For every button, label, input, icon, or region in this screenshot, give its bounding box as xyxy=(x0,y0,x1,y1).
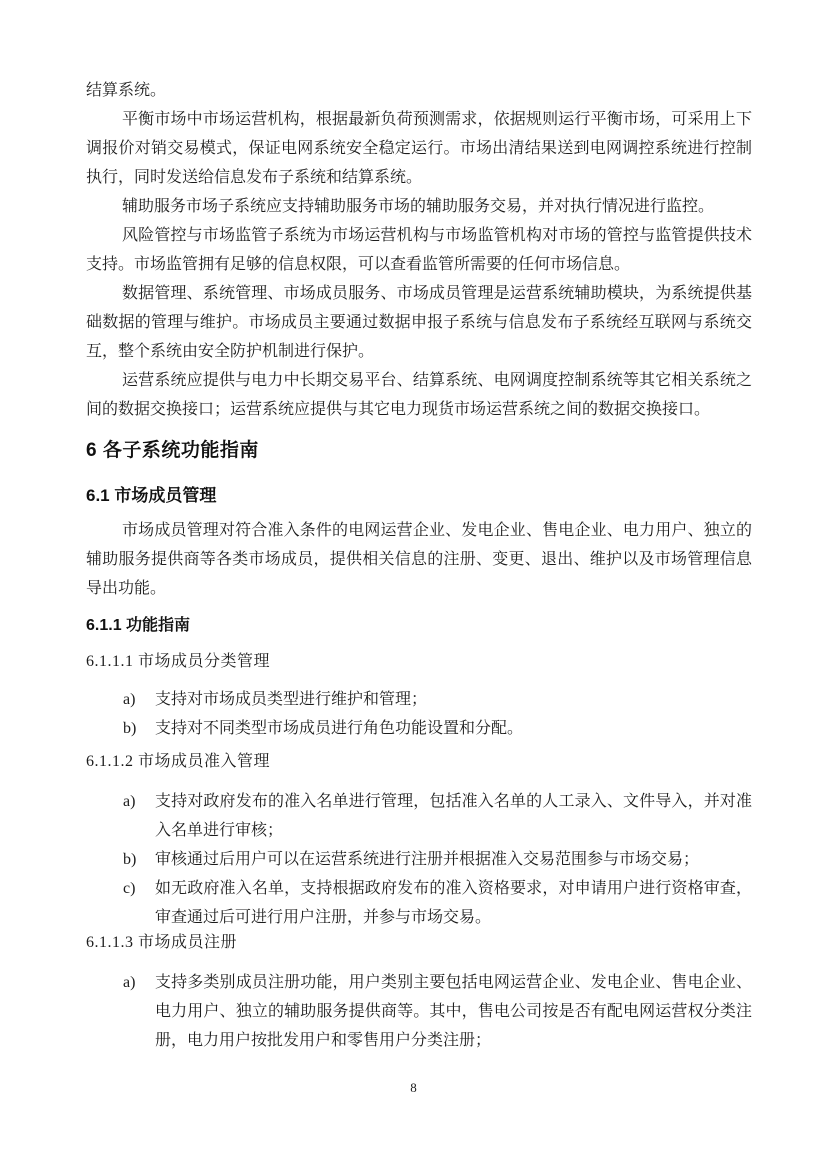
list-marker: a) xyxy=(123,793,136,810)
list-item xyxy=(86,714,752,743)
list-item xyxy=(86,845,752,874)
paragraph-interfaces: 运营系统应提供与电力中长期交易平台、结算系统、电网调度控制系统等其它相关系统之间的数据交换接口；运营系统应提供与其它电力现货市场运营系统之间的数据交换接口。 xyxy=(86,372,752,418)
heading-6-1-1-3: 6.1.1.3 市场成员注册 xyxy=(86,934,238,951)
page-number: 8 xyxy=(410,1080,417,1095)
paragraph-6-1-intro: 市场成员管理对符合准入条件的电网运营企业、发电企业、售电企业、电力用户、独立的辅助服务提供商等各类市场成员，提供相关信息的注册、变更、退出、维护以及市场管理信息导出功能。 xyxy=(86,522,752,597)
heading-6-1: 6.1 市场成员管理 xyxy=(86,486,217,505)
paragraph-balance-market: 平衡市场中市场运营机构，根据最新负荷预测需求，依据规则运行平衡市场，可采用上下调报价对销交易模式，保证电网系统安全稳定运行。市场出清结果送到电网调控系统进行控制执行，同时发送给信息发布子系统和结算系统。 xyxy=(86,111,752,186)
heading-6-1-1-2: 6.1.1.2 市场成员准入管理 xyxy=(86,753,271,770)
list-item-text: 支持多类别成员注册功能，用户类别主要包括电网运营企业、发电企业、售电企业、电力用户、独立的辅助服务提供商等。其中，售电公司按是否有配电网运营权分类注册，电力用户按批发用户和零售用户分类注册； xyxy=(155,974,752,1049)
list-marker: b) xyxy=(123,720,137,737)
heading-6-1-1: 6.1.1 功能指南 xyxy=(86,617,191,634)
list-6-1-1-2 xyxy=(86,787,752,932)
list-marker: a) xyxy=(123,974,136,991)
page-footer xyxy=(0,1078,827,1098)
heading-section-6: 6 各子系统功能指南 xyxy=(86,440,259,461)
list-marker: c) xyxy=(123,880,136,897)
list-marker: a) xyxy=(123,691,136,708)
heading-6-1-1-1: 6.1.1.1 市场成员分类管理 xyxy=(86,653,271,670)
paragraph-data-management: 数据管理、系统管理、市场成员服务、市场成员管理是运营系统辅助模块，为系统提供基础数据的管理与维护。市场成员主要通过数据申报子系统与信息发布子系统经互联网与系统交互，整个系统由安全防护机制进行保护。 xyxy=(86,285,752,360)
paragraph-continuation: 结算系统。 xyxy=(86,82,167,99)
list-item-text: 支持对不同类型市场成员进行角色功能设置和分配。 xyxy=(155,720,524,737)
list-item-text: 如无政府准入名单，支持根据政府发布的准入资格要求，对申请用户进行资格审查，审查通过后可进行用户注册，并参与市场交易。 xyxy=(155,880,752,926)
list-item-text: 支持对政府发布的准入名单进行管理，包括准入名单的人工录入、文件导入，并对准入名单进行审核； xyxy=(155,793,752,839)
list-item-text: 审核通过后用户可以在运营系统进行注册并根据准入交易范围参与市场交易； xyxy=(155,851,700,868)
list-marker: b) xyxy=(123,851,137,868)
list-item xyxy=(86,874,752,932)
list-item-text: 支持对市场成员类型进行维护和管理； xyxy=(155,691,428,708)
list-6-1-1-1 xyxy=(86,685,752,743)
paragraph-ancillary-services: 辅助服务市场子系统应支持辅助服务市场的辅助服务交易，并对执行情况进行监控。 xyxy=(122,198,715,215)
paragraph-risk-control: 风险管控与市场监管子系统为市场运营机构与市场监管机构对市场的管控与监管提供技术支持。市场监管拥有足够的信息权限，可以查看监管所需要的任何市场信息。 xyxy=(86,227,752,273)
list-6-1-1-3 xyxy=(86,968,752,1055)
page-body xyxy=(86,76,752,1055)
list-item xyxy=(86,968,752,1055)
list-item xyxy=(86,685,752,714)
list-item xyxy=(86,787,752,845)
